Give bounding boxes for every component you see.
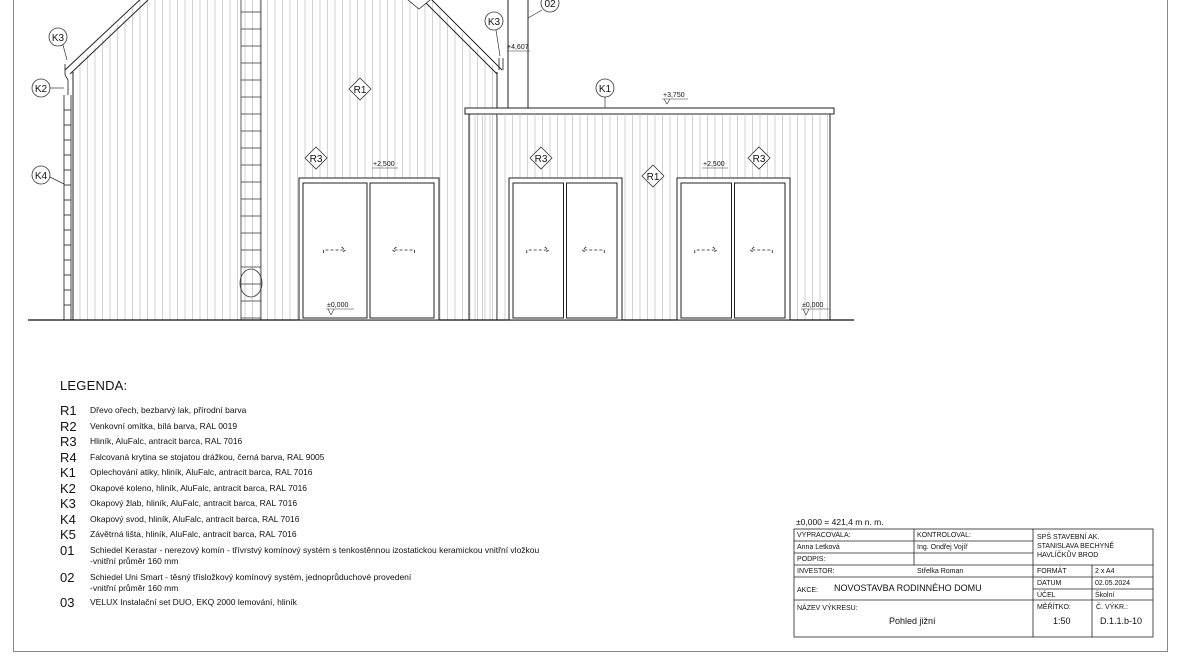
vypracovala-label: VYPRACOVALA: (797, 532, 851, 539)
datum-label: DATUM (1037, 580, 1062, 587)
door-1 (299, 178, 439, 320)
svg-text:R3: R3 (534, 154, 548, 165)
legend-item (60, 482, 307, 495)
legend-code: 03 (60, 595, 75, 610)
legend-item (60, 466, 313, 479)
level-flat-roof (662, 92, 688, 104)
cislo-value: D.1.1.b-10 (1100, 616, 1143, 626)
door-2 (509, 178, 622, 320)
legend-item (60, 513, 299, 526)
vypracovala-value: Anna Letková (797, 544, 840, 551)
svg-text:K3: K3 (51, 33, 65, 44)
ucel-value: Školní (1095, 592, 1115, 599)
legend-text (90, 571, 411, 594)
level-door3-top (702, 161, 728, 168)
datum-note: ±0,000 = 421,4 m n. m. (796, 517, 884, 527)
podpis-label: PODPIS: (797, 556, 826, 563)
legend-text-line: Okapový svod, hliník, AluFalc, antracit barca, RAL 7016 (90, 514, 300, 524)
legend-text-line: Okapové koleno, hliník, AluFalc, antracit barca, RAL 7016 (90, 483, 308, 493)
svg-text:K1: K1 (598, 84, 612, 95)
svg-text:+4,607: +4,607 (507, 44, 529, 51)
legend-code: K3 (60, 496, 76, 511)
legend-text-line: Hliník, AluFalc, antracit barca, RAL 7016 (90, 436, 243, 446)
svg-text:±0,000: ±0,000 (327, 302, 349, 309)
legend-text-line: Oplechování atiky, hliník, AluFalc, antracit barca, RAL 7016 (90, 467, 313, 477)
nazev-label: NÁZEV VÝKRESU: (797, 605, 858, 612)
meritko-label: MĚŘÍTKO: (1037, 604, 1071, 611)
akce-value: NOVOSTAVBA RODINNÉHO DOMU (834, 583, 982, 593)
legend-text-line: Venkovní omítka, bílá barva, RAL 0019 (90, 421, 238, 431)
legend-text (90, 420, 237, 432)
svg-text:K2: K2 (34, 84, 48, 95)
tag-r1-main (349, 78, 371, 100)
legend-text-line: Dřevo ořech, bezbarvý lak, přírodní barva (90, 405, 247, 415)
legend-text (90, 596, 297, 608)
datum-value: 02.05.2024 (1095, 580, 1131, 587)
svg-text:+2,500: +2,500 (373, 161, 395, 168)
legend-item (60, 451, 325, 464)
svg-text:+2,500: +2,500 (703, 161, 725, 168)
legend-text-line: Okapový žlab, hliník, AluFalc, antracit barca, RAL 7016 (90, 498, 298, 508)
svg-text:02: 02 (544, 0, 556, 10)
kontroloval-value: Ing. Ondřej Vojíř (917, 544, 968, 551)
tag-r3-door1 (305, 147, 327, 169)
legend-text (90, 544, 539, 567)
legend-text (90, 451, 325, 463)
legend-code: K4 (60, 512, 76, 527)
svg-text:R3: R3 (309, 154, 323, 165)
tag-r3-door3 (748, 147, 770, 169)
ucel-label: ÚČEL (1037, 592, 1056, 599)
legend-text-line: Závětrná lišta, hliník, AluFalc, antracit barca, RAL 7016 (90, 529, 297, 539)
legend-code: R1 (60, 403, 77, 418)
legend-item (60, 435, 242, 448)
tag-k3-right (485, 12, 503, 56)
legend-item (60, 596, 297, 609)
legend-text (90, 404, 246, 416)
legend-text-line: Schiedel Kerastar - nerezový komín - třívrstvý komínový systém s tenkostěnnou izostatickou keramickou vnitřní vložkou (90, 545, 540, 555)
door-3 (677, 178, 790, 320)
level-door1-top (372, 161, 398, 168)
chimney-ladder (240, 0, 262, 320)
investor-value: Střelka Roman (917, 568, 964, 575)
investor-label: INVESTOR: (797, 568, 835, 575)
legend-code: 01 (60, 543, 75, 558)
nazev-value: Pohled jižní (889, 616, 936, 626)
legend-code: R3 (60, 434, 77, 449)
legend-title: LEGENDA: (60, 378, 128, 393)
tag-k2 (32, 79, 64, 97)
svg-text:R3: R3 (752, 154, 766, 165)
tag-k1 (596, 79, 614, 108)
tag-k4 (32, 166, 64, 184)
doors (299, 178, 790, 320)
level-ground-2 (801, 302, 829, 315)
legend-code: K5 (60, 527, 76, 542)
svg-text:R1: R1 (353, 85, 367, 96)
legend-code: 02 (60, 570, 75, 585)
legend-code: R4 (60, 450, 77, 465)
legend-code: K2 (60, 481, 76, 496)
legend-item (60, 544, 539, 567)
legend-item (60, 420, 237, 433)
legend-text (90, 482, 307, 494)
format-label: FORMÁT (1037, 568, 1067, 575)
meritko-value: 1:50 (1053, 616, 1071, 626)
akce-label: AKCE: (797, 587, 819, 594)
legend-text-line: VELUX Instalační set DUO, EKQ 2000 lemování, hliník (90, 597, 297, 607)
tag-02 (528, 0, 559, 18)
marker-tags (32, 0, 770, 187)
legend-text-line-2: -vnitřní průměr 160 mm (90, 556, 179, 566)
legend-text-line: Falcovaná krytina se stojatou drážkou, černá barva, RAL 9005 (90, 452, 325, 462)
school-line-2: STANISLAVA BECHYNĚ (1037, 543, 1115, 550)
legend-item (60, 571, 411, 594)
legend-text (90, 528, 297, 540)
legend-text (90, 435, 242, 447)
tag-r1-wing (642, 165, 664, 187)
legend-item (60, 528, 297, 541)
legend-item (60, 404, 246, 417)
chimney-02 (508, 0, 528, 108)
legend-item (60, 497, 297, 510)
legend-text-line-2: -vnitřní průměr 160 mm (90, 583, 179, 593)
legend-text-line: Schiedel Uni Smart - těsný třísložkový komínový systém, jednoprůduchové provedení (90, 572, 412, 582)
tag-r3-door2 (530, 147, 552, 169)
legend-text (90, 497, 297, 509)
legend-code: K1 (60, 465, 76, 480)
legend-code: R2 (60, 419, 77, 434)
cislo-label: Č. VÝKR.: (1096, 604, 1128, 611)
kontroloval-label: KONTROLOVAL: (917, 532, 971, 539)
svg-text:K4: K4 (34, 171, 48, 182)
svg-text:±0,000: ±0,000 (802, 302, 824, 309)
tag-r1-top (408, 0, 430, 9)
school-line-3: HAVLÍČKŮV BROD (1037, 552, 1099, 559)
level-chimney (507, 44, 530, 51)
tag-k3-left (49, 28, 67, 60)
format-value: 2 x A4 (1095, 568, 1115, 575)
svg-text:+3,750: +3,750 (663, 92, 685, 99)
svg-text:R1: R1 (646, 172, 660, 183)
school-line-1: SPŠ STAVEBNÍ AK. (1037, 534, 1100, 541)
svg-text:K3: K3 (487, 17, 501, 28)
legend-text (90, 466, 313, 478)
legend-text (90, 513, 299, 525)
